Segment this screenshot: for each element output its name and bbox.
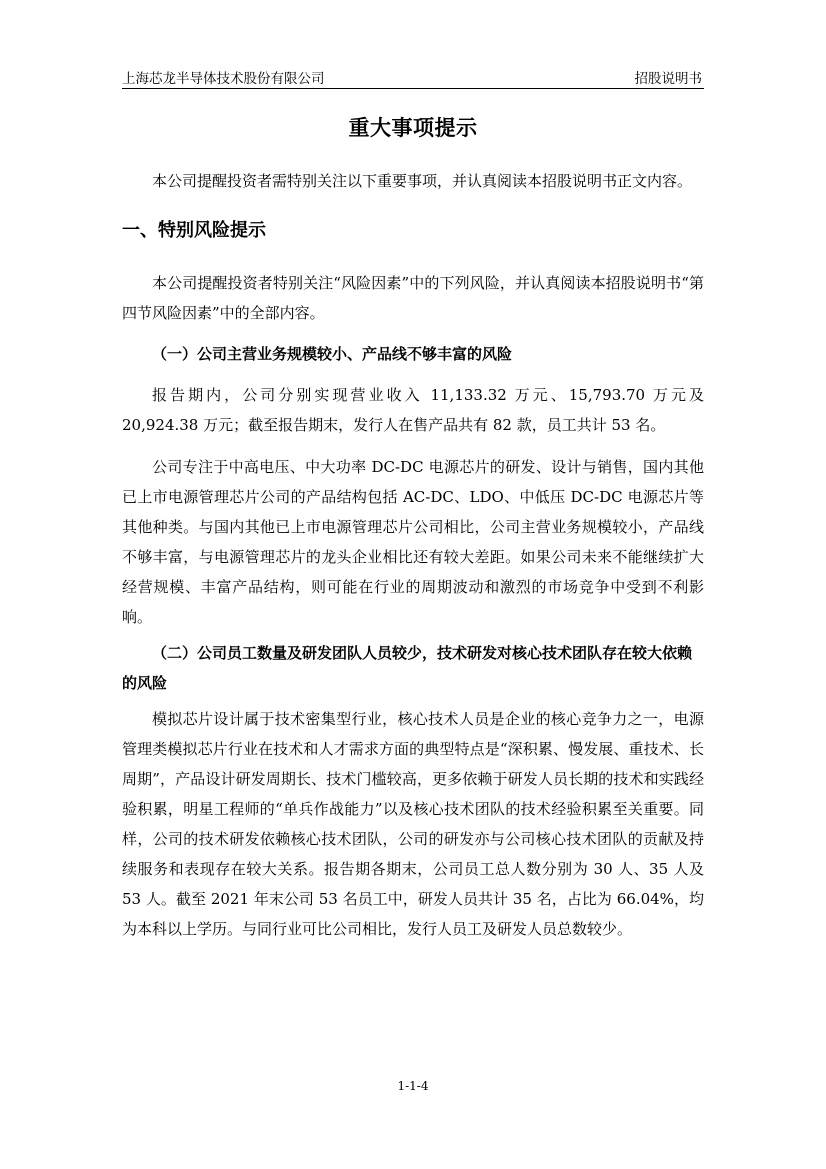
page-header <box>122 64 704 89</box>
header-document-type: 招股说明书 <box>634 71 702 87</box>
header-company-name: 上海芯龙半导体技术股份有限公司 <box>122 71 325 87</box>
section-heading-special-risks: 一、特别风险提示 <box>122 220 266 241</box>
intro-paragraph: 本公司提醒投资者需特别关注以下重要事项，并认真阅读本招股说明书正文内容。 <box>152 172 693 190</box>
page-title: 重大事项提示 <box>348 116 478 140</box>
subsection-2-paragraph-1: 模拟芯片设计属于技术密集型行业，核心技术人员是企业的核心竞争力之一，电源管理类模拟芯片行业在技术和人才需求方面的典型特点是“深积累、慢发展、重技术、长周期”，产品设计研发周期长、技术门槛较高，更多依赖于研发人员长期的技术和实践经验积累，明星工程师的“单兵作战能力”以及核心技术团队的技术经验积累至关重要。同样，公司的技术研发依赖核心技术团队，公司的研发亦与公司核心技术团队的贡献及持续服务和表现存在较大关系。报告期各期末，公司员工总人数分别为 30 人、35 人及 53 人。截至 2021 年末公司 53 名员工中，研发人员共计 35 名，占比为 66.04%，均为本科以上学历。与同行业可比公司相比，发行人员工及研发人员总数较少。 <box>122 710 704 938</box>
subsection-heading-1: （一）公司主营业务规模较小、产品线不够丰富的风险 <box>152 345 513 363</box>
page-content <box>122 100 704 944</box>
page-number: 1-1-4 <box>397 1079 429 1093</box>
subsection-1-paragraph-2: 公司专注于中高电压、中大功率 DC-DC 电源芯片的研发、设计与销售，国内其他已上市电源管理芯片公司的产品结构包括 AC-DC、LDO、中低压 DC-DC 电源芯片等其他种类。与国内其他已上市电源管理芯片公司相比，公司主营业务规模较小，产品线不够丰富，与电源管理芯片的龙头企业相比还有较大差距。如果公司未来不能继续扩大经营规模、丰富产品结构，则可能在行业的周期波动和激烈的市场竞争中受到不利影响。 <box>122 458 704 626</box>
subsection-1-paragraph-1: 报告期内，公司分别实现营业收入 11,133.32 万元、15,793.70 万元及 20,924.38 万元；截至报告期末，发行人在售产品共有 82 款，员工共计 53 名。 <box>122 386 704 434</box>
subsection-heading-2: （二）公司员工数量及研发团队人员较少，技术研发对核心技术团队存在较大依赖的风险 <box>122 644 693 692</box>
section-intro-paragraph: 本公司提醒投资者特别关注“风险因素”中的下列风险，并认真阅读本招股说明书“第四节风险因素”中的全部内容。 <box>122 274 704 322</box>
